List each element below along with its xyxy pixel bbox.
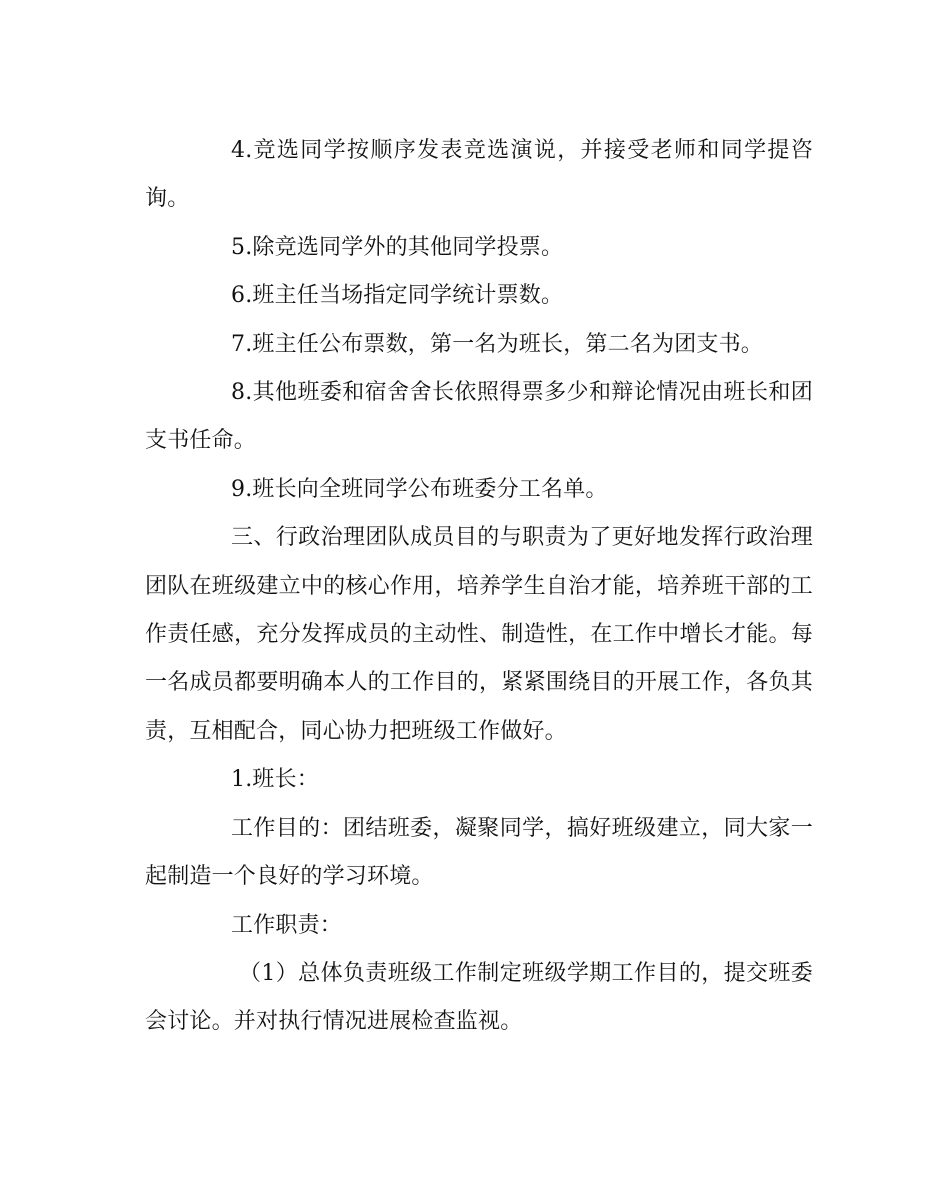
paragraph-duty-1: （1）总体负责班级工作制定班级学期工作目的，提交班委会讨论。并对执行情况进展检查监视。 <box>145 960 813 1035</box>
paragraph-step-7: 7.班主任公布票数，第一名为班长，第二名为团支书。 <box>231 331 763 357</box>
paragraph-work-goal: 工作目的：团结班委，凝聚同学，搞好班级建立，同大家一起制造一个良好的学习环境。 <box>145 815 813 890</box>
document-body <box>145 127 813 1047</box>
paragraph-monitor-heading: 1.班长： <box>231 767 319 793</box>
paragraph-duties-heading: 工作职责： <box>231 912 343 938</box>
paragraph-step-9: 9.班长向全班同学公布班委分工名单。 <box>231 476 608 502</box>
paragraph-step-6: 6.班主任当场指定同学统计票数。 <box>231 283 564 309</box>
paragraph-step-4: 4.竞选同学按顺序发表竞选演说，并接受老师和同学提咨询。 <box>145 138 813 212</box>
paragraph-section-3: 三、行政治理团队成员目的与职责为了更好地发挥行政治理团队在班级建立中的核心作用，培养学生自治才能，培养班干部的工作责任感，充分发挥成员的主动性、制造性，在工作中增长才能。每一名成员都要明确本人的工作目的，紧紧围绕目的开展工作，各负其责，互相配合，同心协力把班级工作做好。 <box>145 525 813 744</box>
paragraph-step-8: 8.其他班委和宿舍舍长依照得票多少和辩论情况由班长和团支书任命。 <box>145 380 813 454</box>
paragraph-step-5: 5.除竞选同学外的其他同学投票。 <box>231 234 564 260</box>
